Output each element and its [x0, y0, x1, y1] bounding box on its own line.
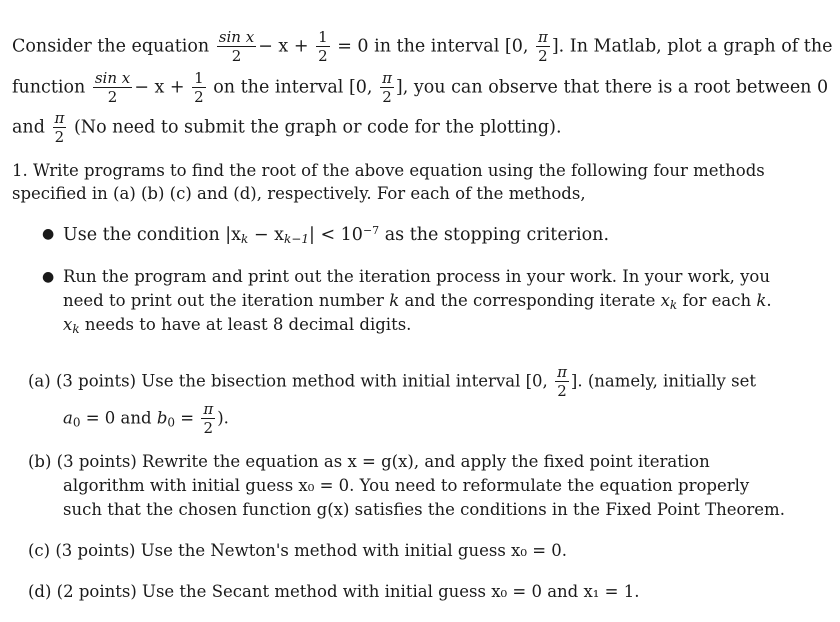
- bullet-dot-icon: ●: [42, 226, 55, 242]
- fraction-pi-over-2: [555, 365, 569, 399]
- fraction-pi-over-2: [536, 30, 550, 64]
- denominator: 2: [382, 88, 392, 106]
- text: − x: [253, 225, 285, 245]
- text: (a) (3 points) Use the bisection method with initial interval [0,: [28, 371, 548, 391]
- denominator: 2: [107, 88, 118, 106]
- var-x: x: [660, 291, 670, 310]
- operator-text: − x +: [258, 36, 309, 57]
- numerator: π: [557, 363, 567, 381]
- denominator: 2: [231, 47, 242, 65]
- fraction-sinx-over-2: [93, 71, 132, 105]
- intro-text: on the interval [0,: [213, 77, 373, 98]
- subscript: 0: [72, 415, 81, 430]
- fraction-pi-over-2: [53, 111, 67, 145]
- denominator: 2: [203, 419, 214, 437]
- question-line-1: 1. Write programs to find the root of the above equation using the following four methods: [12, 161, 765, 180]
- exponent: −7: [362, 224, 380, 237]
- fraction-sinx-over-2: [217, 30, 256, 64]
- subscript: k: [669, 298, 678, 312]
- text: ]. (namely, initially set: [570, 371, 756, 391]
- part-b-line-3: such that the chosen function g(x) satisfies the conditions in the Fixed Point Theorem.: [63, 500, 785, 519]
- intro-line-1: [12, 30, 832, 64]
- numerator: sin x: [94, 69, 131, 87]
- var-k: k: [389, 291, 400, 310]
- bullet-print-line-1: Run the program and print out the iteration process in your work. In your work, you: [63, 267, 770, 286]
- var-x: x: [63, 315, 73, 334]
- subscript: k−1: [284, 232, 309, 246]
- text: ).: [217, 408, 229, 428]
- numerator: π: [382, 69, 392, 87]
- part-a-line-2: [63, 402, 229, 436]
- question-line-2: specified in (a) (b) (c) and (d), respectively. For each of the methods,: [12, 184, 586, 203]
- numerator: sin x: [218, 28, 255, 46]
- intro-text: Consider the equation: [12, 36, 210, 57]
- numerator: 1: [194, 69, 204, 87]
- denominator: 2: [538, 47, 548, 65]
- text: =: [180, 408, 195, 428]
- fraction-pi-over-2: [201, 402, 215, 436]
- bullet-dot-icon: ●: [42, 269, 55, 285]
- subscript: 0: [167, 415, 176, 430]
- denominator: 2: [557, 382, 567, 400]
- subscript: k: [72, 322, 80, 336]
- fraction-1-over-2: [192, 71, 206, 105]
- intro-text: ]. In Matlab, plot a graph of the: [551, 36, 833, 57]
- text: Use the condition |x: [63, 225, 242, 245]
- numerator: π: [203, 400, 214, 418]
- text: and the corresponding iterate: [404, 291, 656, 310]
- numerator: π: [537, 28, 548, 46]
- part-a-line-1: [28, 365, 756, 399]
- intro-line-3: [12, 111, 562, 145]
- text: as the stopping criterion.: [384, 225, 610, 245]
- numerator: π: [54, 109, 65, 127]
- intro-line-2: [12, 71, 828, 105]
- part-b-line-2: algorithm with initial guess x₀ = 0. You need to reformulate the equation properly: [63, 476, 750, 495]
- intro-text: = 0 in the interval [0,: [337, 36, 529, 57]
- var-k: k: [756, 291, 767, 310]
- part-c: (c) (3 points) Use the Newton's method with initial guess x₀ = 0.: [28, 541, 568, 560]
- numerator: 1: [318, 28, 328, 46]
- text: for each: [682, 291, 752, 310]
- denominator: 2: [54, 128, 65, 146]
- bullet-print-line-2: [63, 290, 772, 312]
- denominator: 2: [194, 88, 204, 106]
- var-a: a: [63, 408, 73, 428]
- intro-text: ], you can observe that there is a root between 0: [395, 77, 829, 98]
- var-b: b: [156, 408, 168, 428]
- subscript: k: [241, 232, 249, 246]
- text: .: [766, 291, 772, 310]
- text: | < 10: [308, 225, 363, 245]
- text: needs to have at least 8 decimal digits.: [84, 315, 412, 334]
- bullet-stopping-criterion: [63, 224, 609, 246]
- part-d: (d) (2 points) Use the Secant method with initial guess x₀ = 0 and x₁ = 1.: [28, 582, 640, 601]
- text: = 0 and: [85, 408, 152, 428]
- operator-text: − x +: [134, 77, 185, 98]
- text: need to print out the iteration number: [63, 291, 384, 310]
- bullet-print-line-3: [63, 314, 411, 336]
- intro-text: and: [12, 117, 45, 138]
- intro-text: (No need to submit the graph or code for the plotting).: [73, 117, 562, 138]
- denominator: 2: [318, 47, 328, 65]
- part-b-line-1: (b) (3 points) Rewrite the equation as x = g(x), and apply the fixed point iteration: [28, 452, 710, 471]
- fraction-1-over-2: [316, 30, 330, 64]
- fraction-pi-over-2: [380, 71, 394, 105]
- intro-text: function: [12, 77, 86, 98]
